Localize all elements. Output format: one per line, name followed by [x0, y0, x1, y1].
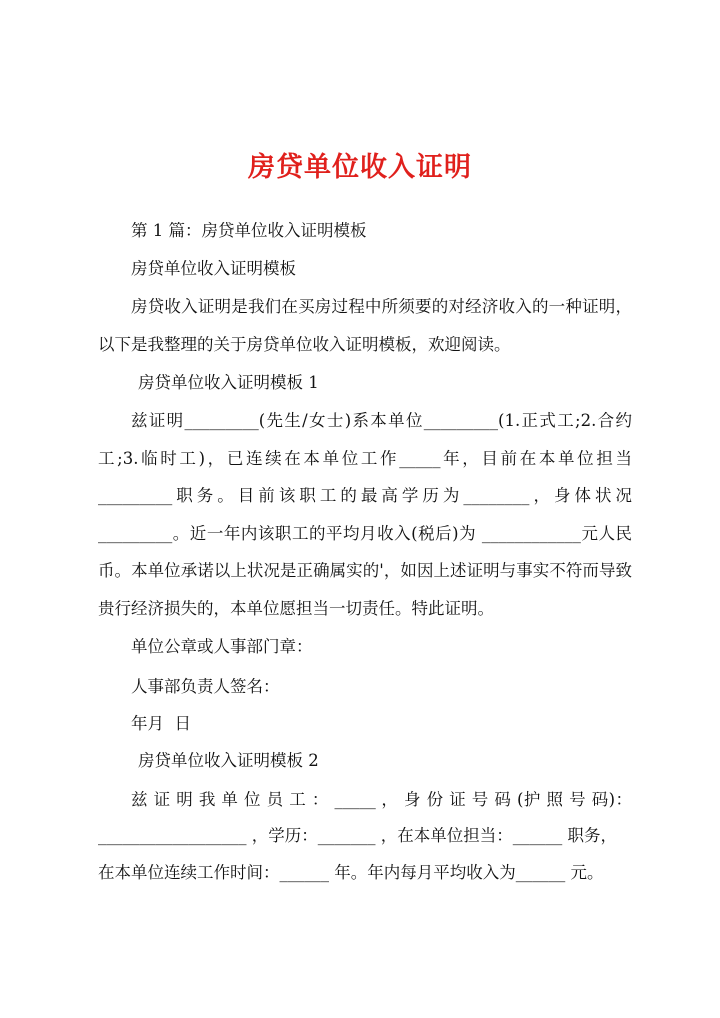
template-1-paragraph — [98, 402, 632, 627]
intro-text: 房贷收入证明是我们在买房过程中所须要的对经济收入的一种证明，以下是我整理的关于房贷单位收入证明模板，欢迎阅读。 — [98, 297, 632, 354]
section-heading: 第 1 篇：房贷单位收入证明模板 — [131, 221, 367, 240]
template-1-title: 房贷单位收入证明模板 1 — [138, 373, 319, 392]
date-line: 年月 日 — [131, 714, 191, 733]
template-2-line-2: __________________ ，学历：_______ ，在本单位担当：______ 职务， — [98, 826, 617, 845]
document-title: 房贷单位收入证明 — [248, 152, 472, 183]
signature-line: 人事部负责人签名： — [131, 677, 280, 696]
template-2-line-1: 兹 证 明 我 单 位 员 工 ： _____ ， 身 份 证 号 码 (护 照 号 码)： — [131, 790, 632, 809]
template-2-line-3: 在本单位连续工作时间：______ 年。年内每月平均收入为______ 元。 — [98, 863, 604, 882]
template-2-title: 房贷单位收入证明模板 2 — [138, 751, 319, 770]
template-1-body: 兹证明_________(先生/女士)系本单位_________(1.正式工;2.合约工;3.临时工)，已连续在本单位工作_____年，目前在本单位担当_________职务。目前该职工的最高学历为________，身体状况_________。近一年内该职工的平均月收入(税后)为 ____________元人民币。本单位承诺以上状况是正确属实的'，如因上述证明与事实不符而导致贵行经济损失的，本单位愿担当一切责任。特此证明。 — [98, 411, 632, 618]
seal-line: 单位公章或人事部门章： — [131, 637, 313, 656]
intro-paragraph — [98, 288, 632, 363]
subheading: 房贷单位收入证明模板 — [131, 259, 296, 278]
